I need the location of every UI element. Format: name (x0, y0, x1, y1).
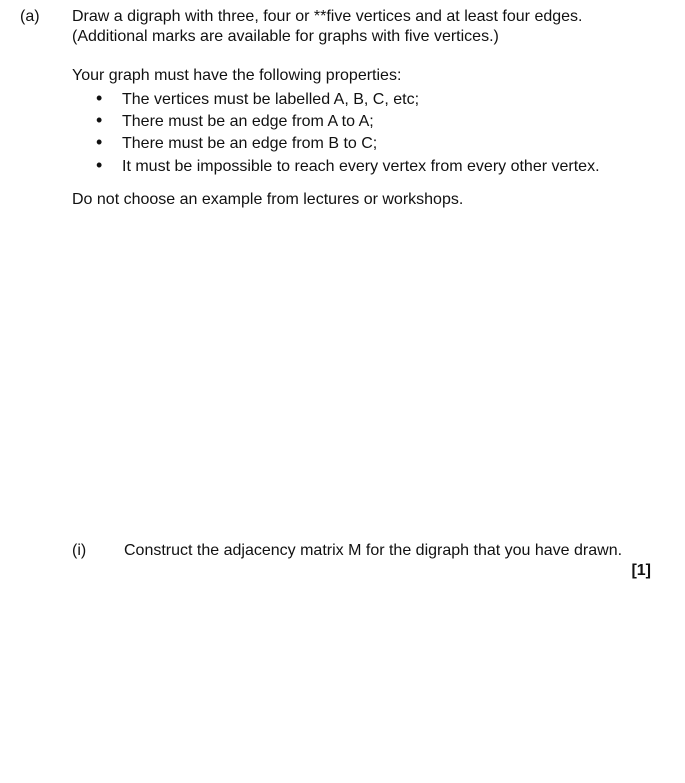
property-text: There must be an edge from A to A; (122, 113, 374, 130)
property-item (96, 155, 600, 177)
question-line-1: Draw a digraph with three, four or **five vertices and at least four edges. (72, 8, 583, 25)
subquestion-label: (i) (72, 542, 87, 559)
property-item (96, 88, 419, 110)
bullet-icon: • (96, 132, 103, 152)
property-text: There must be an edge from B to C; (122, 135, 378, 152)
property-text: The vertices must be labelled A, B, C, etc; (122, 91, 420, 108)
marks-label: [1] (631, 562, 651, 579)
subquestion-text: Construct the adjacency matrix M for the digraph that you have drawn. (124, 542, 623, 559)
bullet-icon: • (96, 155, 103, 175)
bullet-icon: • (96, 88, 103, 108)
properties-heading: Your graph must have the following properties: (72, 67, 402, 84)
instruction-text: Do not choose an example from lectures or workshops. (72, 191, 464, 208)
property-item (96, 132, 377, 154)
question-line-2: (Additional marks are available for graphs with five vertices.) (72, 28, 499, 45)
part-label: (a) (20, 8, 40, 25)
property-text: It must be impossible to reach every vertex from every other vertex. (122, 158, 600, 175)
property-item (96, 110, 374, 132)
bullet-icon: • (96, 110, 103, 130)
